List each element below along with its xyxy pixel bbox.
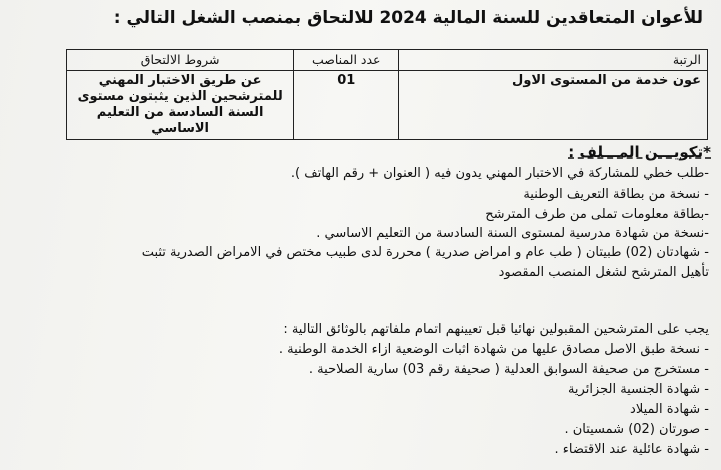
cell-rank: عون خدمة من المستوى الاول bbox=[399, 71, 708, 140]
header-rank: الرتبة bbox=[399, 50, 708, 71]
file-section-title: *تكويـــن المـــلف : bbox=[568, 143, 711, 161]
accepted-item: - شهادة الجنسية الجزائرية bbox=[567, 382, 709, 397]
accepted-item: - شهادة الميلاد bbox=[630, 402, 709, 417]
file-item: -بطاقة معلومات تملى من طرف المترشح bbox=[485, 207, 709, 222]
table-header-row bbox=[67, 50, 708, 71]
heading-text: للأعوان المتعاقدين للسنة المالية 2024 للالتحاق بمنصب الشغل التالي : bbox=[113, 8, 703, 28]
cell-count: 01 bbox=[294, 71, 399, 140]
accepted-item: - شهادة عائلية عند الاقتضاء . bbox=[554, 442, 709, 457]
accepted-intro: يجب على المترشحين المقبولين نهائيا قبل تعيينهم اتمام ملفاتهم بالوثائق التالية : bbox=[283, 322, 709, 337]
file-item: -طلب خطي للمشاركة في الاختبار المهني يدون فيه ( العنوان + رقم الهاتف ). bbox=[290, 166, 709, 181]
header-conditions: شروط الالتحاق bbox=[67, 50, 294, 71]
accepted-item: - صورتان (02) شمسيتان . bbox=[564, 422, 709, 437]
positions-table bbox=[66, 49, 708, 140]
accepted-item: - نسخة طبق الاصل مصادق عليها من شهادة اثبات الوضعية ازاء الخدمة الوطنية . bbox=[278, 342, 709, 357]
header-count: عدد المناصب bbox=[294, 50, 399, 71]
table-row bbox=[67, 71, 708, 140]
file-item: تأهيل المترشح لشغل المنصب المقصود bbox=[498, 265, 709, 280]
accepted-item: - مستخرج من صحيفة السوابق العدلية ( صحيفة رقم 03) سارية الصلاحية . bbox=[308, 362, 709, 377]
file-item: - شهادتان (02) طبيتان ( طب عام و امراض صدرية ) محررة لدى طبيب مختص في الامراض الصدرية تثبت bbox=[141, 245, 709, 260]
cell-conditions: عن طريق الاختبار المهني للمترشحين الذين يثبتون مستوى السنة السادسة من التعليم الاساسي bbox=[67, 71, 294, 140]
file-item: - نسخة من بطاقة التعريف الوطنية bbox=[523, 187, 709, 202]
announcement-heading bbox=[10, 8, 703, 28]
file-item: -نسخة من شهادة مدرسية لمستوى السنة السادسة من التعليم الاساسي . bbox=[316, 226, 709, 241]
